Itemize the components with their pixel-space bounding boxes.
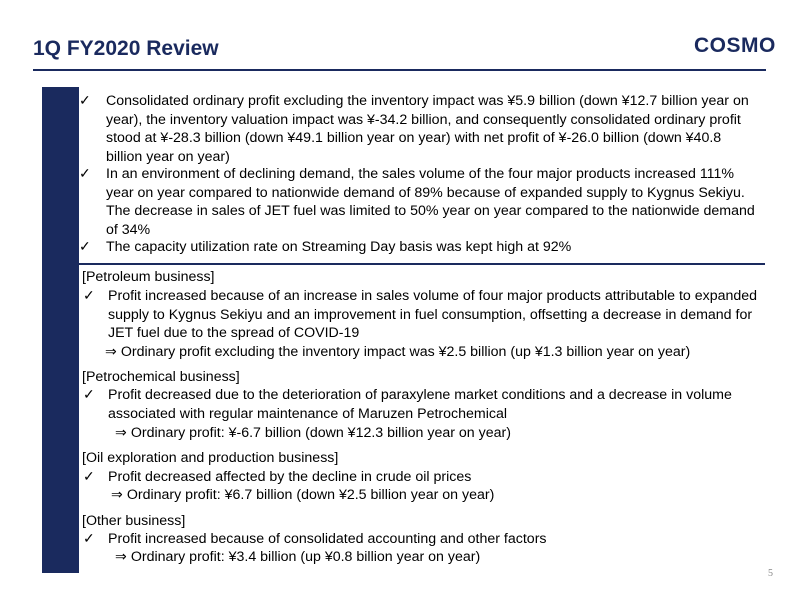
petroleum-bullet bbox=[79, 287, 759, 343]
summary-text: Consolidated ordinary profit excluding the inventory impact was ¥5.9 billion (down ¥12.7 billion year on year), the inventory valuation impact was ¥-34.2 billion, and consequently consolidated ordinary profit stood at ¥-28.3 billion (down ¥49.1 billion year on year) with net profit of ¥-26.0 billion (down ¥40.8 billion year on year) bbox=[106, 93, 749, 165]
oil-exploration-text: Profit decreased affected by the decline in crude oil prices bbox=[108, 469, 472, 485]
oil-exploration-result: ⇒ Ordinary profit: ¥6.7 billion (down ¥2.5 billion year on year) bbox=[111, 487, 495, 503]
checkmark-icon: ✓ bbox=[79, 166, 91, 182]
petroleum-result: ⇒ Ordinary profit excluding the inventory impact was ¥2.5 billion (up ¥1.3 billion year on year) bbox=[105, 344, 691, 360]
summary-item bbox=[79, 92, 759, 166]
petrochemical-text: Profit decreased due to the deterioration of paraxylene market conditions and a decrease in volume associated with regular maintenance of Maruzen Petrochemical bbox=[108, 387, 732, 422]
other-text: Profit increased because of consolidated accounting and other factors bbox=[108, 531, 547, 547]
checkmark-icon: ✓ bbox=[83, 288, 95, 304]
summary-item bbox=[79, 238, 759, 257]
summary-text: The capacity utilization rate on Streaming Day basis was kept high at 92% bbox=[106, 239, 572, 255]
page-number: 5 bbox=[768, 568, 773, 579]
petrochemical-result: ⇒ Ordinary profit: ¥-6.7 billion (down ¥12.3 billion year on year) bbox=[115, 425, 511, 441]
checkmark-icon: ✓ bbox=[83, 531, 95, 547]
petrochemical-bullet bbox=[79, 386, 759, 423]
checkmark-icon: ✓ bbox=[79, 93, 91, 109]
section-heading-oil-exploration: [Oil exploration and production business] bbox=[82, 450, 339, 466]
summary-text: In an environment of declining demand, the sales volume of the four major products increased 111% year on year compared to nationwide demand of 89% because of expanded supply to Kygnus Sekiyu. The decrease in sales of JET fuel was limited to 50% year on year compared to the nationwide demand of 34% bbox=[106, 166, 755, 238]
oil-exploration-bullet bbox=[79, 468, 759, 487]
section-heading-other: [Other business] bbox=[82, 513, 186, 529]
page-title: 1Q FY2020 Review bbox=[33, 37, 219, 60]
cosmo-logo: COSMO bbox=[694, 34, 776, 57]
checkmark-icon: ✓ bbox=[83, 387, 95, 403]
checkmark-icon: ✓ bbox=[79, 239, 91, 255]
section-heading-petroleum: [Petroleum business] bbox=[82, 269, 215, 285]
checkmark-icon: ✓ bbox=[83, 469, 95, 485]
other-result: ⇒ Ordinary profit: ¥3.4 billion (up ¥0.8 billion year on year) bbox=[115, 549, 481, 565]
title-divider bbox=[33, 69, 766, 71]
petroleum-text: Profit increased because of an increase in sales volume of four major products attributable to expanded supply to Kygnus Sekiyu and an improvement in fuel consumption, offsetting a decrease in demand for JET fuel due to the spread of COVID-19 bbox=[108, 288, 758, 341]
section-heading-petrochemical: [Petrochemical business] bbox=[82, 369, 240, 385]
summary-item bbox=[79, 165, 759, 239]
left-accent-band bbox=[42, 87, 79, 573]
other-bullet bbox=[79, 530, 759, 549]
